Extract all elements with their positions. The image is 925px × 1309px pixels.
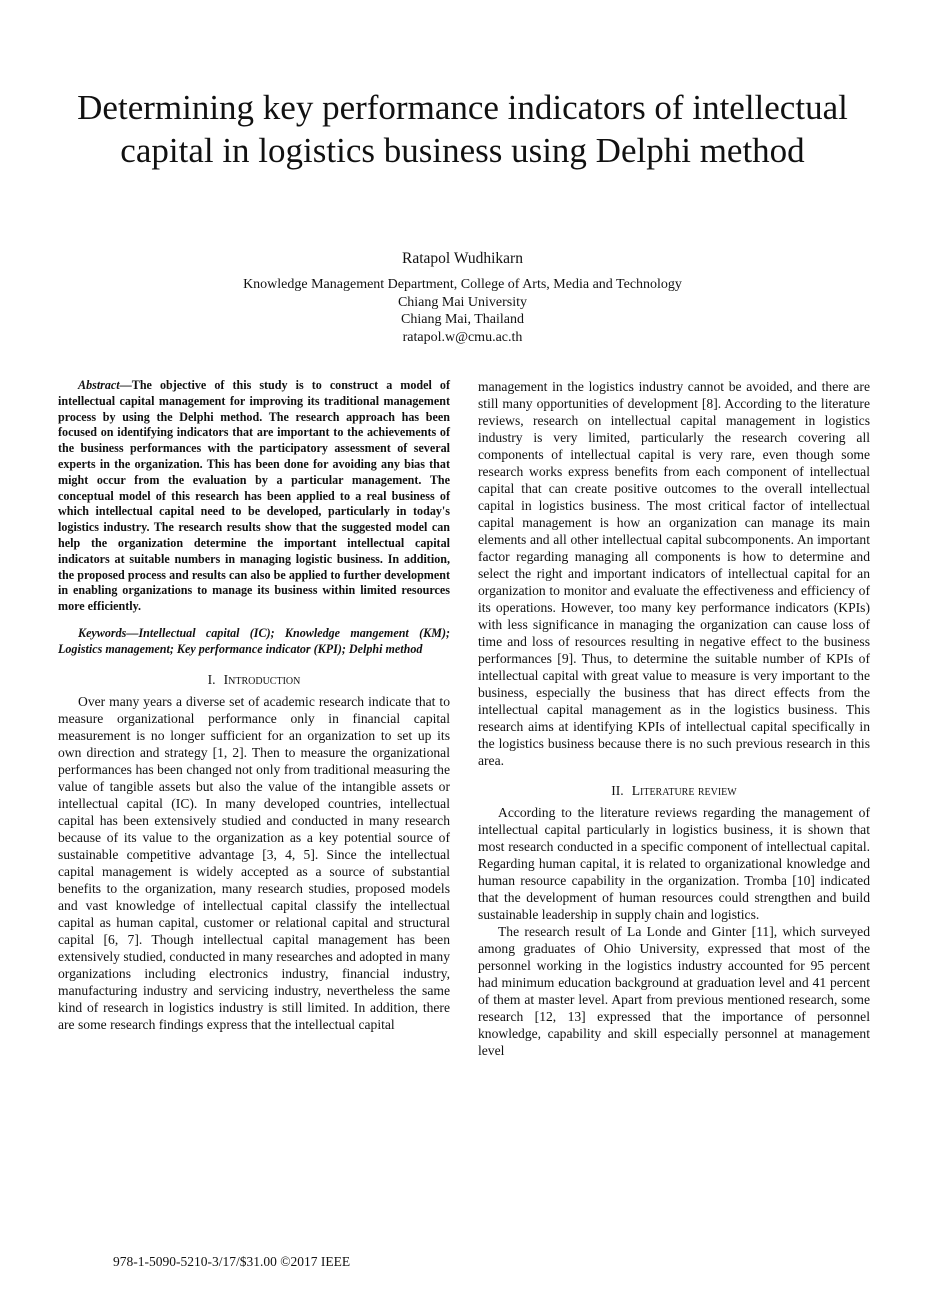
intro-paragraph: Over many years a diverse set of academic research indicate that to measure organizational performance only in financial capital measurement is no longer sufficient for an organization to set up its own direction and strategy [1, 2]. Then to measure the organizational performances has been changed not only from traditional measuring the value of tangible assets but also the value of the intangible assets or intellectual capital (IC). In many developed countries, intellectual capital has been extensively studied and conducted in many research because of its value to the organization as a key potential source of sustainable competitive advantage [3, 4, 5]. Since the intellectual capital management is widely accepted as a source of substantial benefits to the organization, many research studies, proposed models and vast knowledge of intellectual capital classify the intellectual capital as human capital, customer or relational capital and structural capital [6, 7]. Though intellectual capital management has been extensively studied, conducted in many researches and adopted in many organizations including electronics industry, financial industry, manufacturing industry and servicing industry, nevertheless the same kind of research in logistics industry is still limited. In addition, there are some research findings express that the intellectual capital [58, 693, 450, 1032]
section-title: Introduction [223, 671, 301, 687]
abstract [58, 378, 450, 615]
section-title: Literature review [631, 783, 737, 798]
left-column [58, 378, 450, 1033]
author-name: Ratapol Wudhikarn [402, 250, 523, 267]
affiliation-department: Knowledge Management Department, College of Arts, Media and Technology [243, 277, 682, 292]
keywords: Keywords—Intellectual capital (IC); Knowledge mangement (KM); Logistics management; Key performance indicator (KPI); Delphi method [58, 625, 450, 656]
abstract-text: —The objective of this study is to construct a model of intellectual capital management for improving its traditional management process by using the Delphi method. The research approach has been focused on identifying indicators that are important to the achievements of the business performances with the participatory assessment of several experts in the organization. This has been done for avoiding any bias that might occur from the evaluation by a particular management. The conceptual model of this research has been applied to a real business of which intellectual capital need to be developed, particularly in today's logistics industry. The research results show that the suggested model can help the organization determine the important intellectual capital indicators at suitable numbers in managing logistic business. In addition, the proposed process and results can also be applied to further development in enabling organizations to manage its business within limited resources more efficiently. [58, 378, 450, 614]
affiliation-location: Chiang Mai, Thailand [401, 312, 524, 327]
abstract-lead: Abstract [78, 378, 120, 392]
right-column [478, 378, 870, 1059]
author-email: ratapol.w@cmu.ac.th [402, 329, 523, 345]
section-heading-literature-review [478, 782, 870, 799]
literature-paragraph-2: The research result of La Londe and Ginter [11], which surveyed among graduates of Ohio University, expressed that most of the personnel working in the logistics industry accounted for 95 percent had minimum education background at graduation level and 41 percent of them at master level. Apart from previous mentioned research, some research [12, 13] expressed that the importance of personnel knowledge, capability and skill especially personnel at management level [478, 924, 870, 1058]
copyright-footer: 978-1-5090-5210-3/17/$31.00 ©2017 IEEE [113, 1254, 351, 1269]
section-number: I. [207, 671, 216, 687]
section-number: II. [611, 783, 624, 798]
author-block [50, 249, 875, 346]
literature-paragraph-1: According to the literature reviews regarding the management of intellectual capital particularly in logistics business, it is shown that most research conducted in a specific component of intellectual capital. Regarding human capital, it is related to organizational knowledge and human resource capability in the organization. Tromba [10] indicated that the development of human resources could strengthen and build sustainable leadership in supply chain and logistics. [478, 805, 870, 922]
section-heading-introduction [58, 671, 450, 688]
intro-paragraph-continued: management in the logistics industry cannot be avoided, and there are still many opportunities of development [8]. According to the literature reviews, research on intellectual capital management in logistics industry is very limited, particularly the research covering all components of intellectual capital is very rare, even though some research works express benefits from each component of intellectual capital that can create positive outcomes to the overall intellectual capital in logistics business. The most critical factor of intellectual capital management is how an organization can manage its main elements and all other intellectual capital subcomponents. An important factor regarding managing all components is how to determine and select the right and important indicators of intellectual capital for an organization to monitor and evaluate the effectiveness and efficiency of its operations. However, too many key performance indicators (KPIs) with less significance in managing the organization can cause loss of time and loss of resources resulting in negative effect to the business performances [9]. Thus, to determine the suitable number of KPIs of intellectual capital with great value to measure is very important to the business, especially the business that has direct effects from the intellectual capital management as in the logistics business. This research aims at identifying KPIs of intellectual capital specifically in the logistics business because there is no such previous research in this area. [478, 379, 870, 768]
affiliation-university: Chiang Mai University [397, 294, 528, 310]
paper-title: Determining key performance indicators of intellectual capital in logistics business using Delphi method [77, 88, 848, 170]
